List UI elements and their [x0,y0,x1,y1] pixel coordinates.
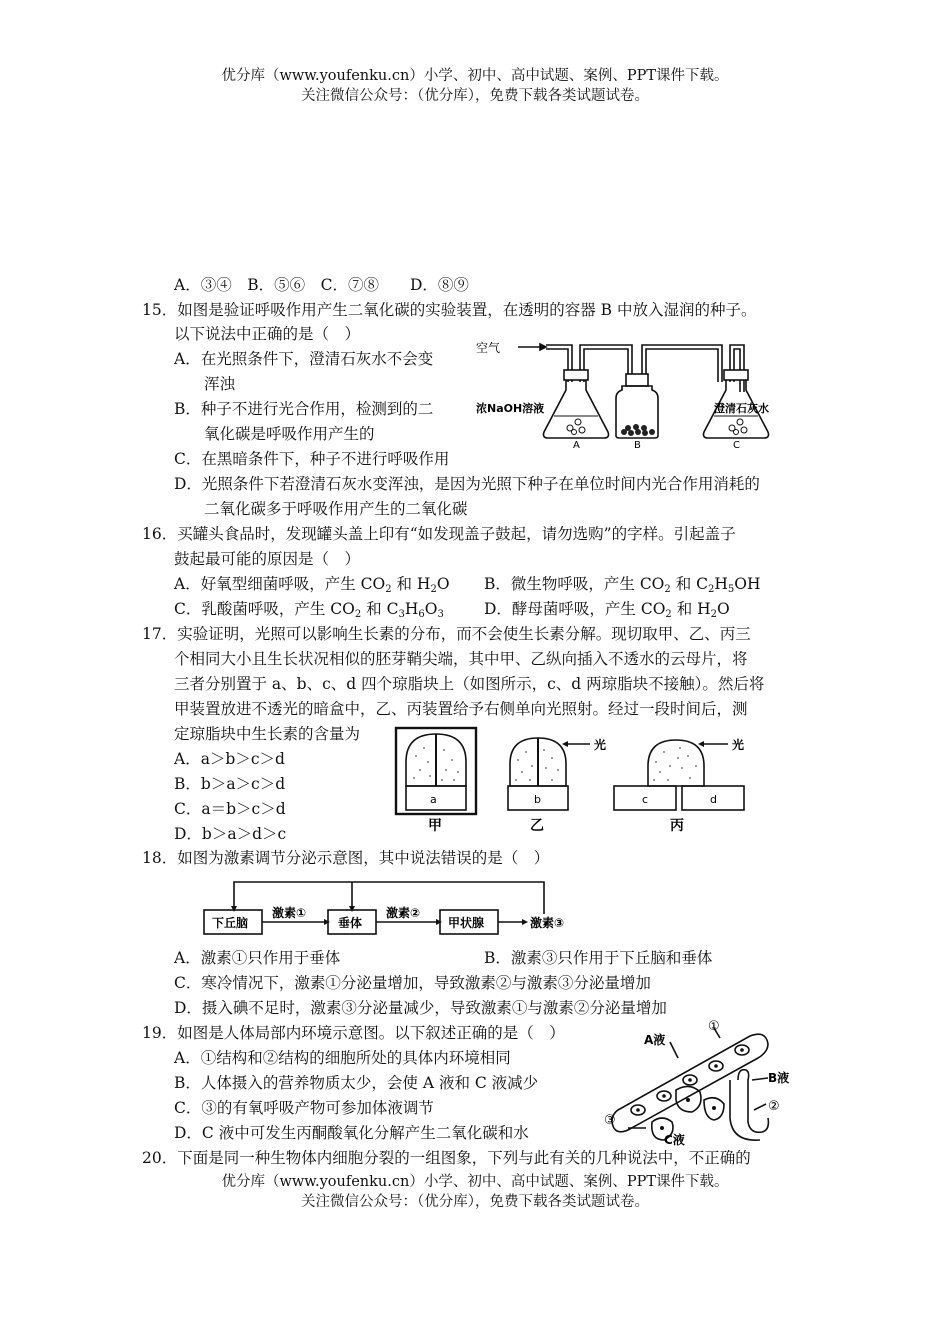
q18-option-a: A．激素①只作用于垂体 [174,949,341,967]
q17-option-c: C．a＝b＞c＞d [174,800,286,818]
q19-option-a: A．①结构和②结构的细胞所处的具体内环境相同 [174,1049,511,1067]
q17-stem-2: 个相同大小且生长状况相似的胚芽鞘尖端，其中甲、乙纵向插入不透水的云母片，将 [174,650,748,668]
label-a: A [573,440,580,450]
label-jia: 甲 [428,818,442,834]
q16-stem-2: 鼓起最可能的原因是（ ） [174,550,361,568]
pituitary-label: 垂体 [338,916,363,930]
air-label: 空气 [476,341,501,355]
hormone-2-label: 激素② [386,906,421,920]
q19-number: 19． [142,1024,178,1042]
q15-stem-text-1: 如图是验证呼吸作用产生二氧化碳的实验装置，在透明的容器 B 中放入湿润的种子。 [177,301,757,319]
q18-option-c: C．寒冷情况下，激素①分泌量增加，导致激素②与激素③分泌量增加 [174,974,651,992]
hormone-1-label: 激素① [272,906,307,920]
footer-line-1: 优分库（www.youfenku.cn）小学、初中、高中试题、案例、PPT课件下载。 [221,1174,729,1190]
q16-option-c: C．乳酸菌呼吸，产生 $CO_2$ 和 $C_3H_6O_3$ [174,600,444,620]
agar-b-label: b [534,793,541,806]
q20-number: 20． [142,1149,178,1167]
q15-option-c: C．在黑暗条件下，种子不进行呼吸作用 [174,450,450,468]
hormone-3-label: 激素③ [530,916,565,930]
q17-option-d: D．b＞a＞d＞c [174,825,287,843]
q17-stem-1 [142,622,751,646]
label-b: B [634,440,641,450]
q18-stem-text: 如图为激素调节分泌示意图，其中说法错误的是（ ） [177,849,550,867]
q15-option-a-1: A．在光照条件下，澄清石灰水不会变 [174,350,434,368]
q19-option-d: D．C 液中可发生丙酮酸氧化分解产生二氧化碳和水 [174,1124,529,1142]
c-liquid-label: C液 [664,1133,685,1146]
q17-option-a: A．a＞b＞c＞d [174,750,285,768]
q17-option-b: B．b＞a＞c＞d [174,775,286,793]
flask-a-stopper [564,370,588,380]
label-bing: 丙 [670,818,684,834]
q17-stem-5: 定琼脂块中生长素的含量为 [174,725,361,743]
q19-internal-environment-figure [600,1018,810,1146]
q15-option-b-1: B．种子不进行光合作用，检测到的二 [174,400,434,418]
light-label-yi: 光 [594,738,607,752]
q15-apparatus-figure [474,332,794,450]
q14-options: A．③④ B．⑤⑥ C．⑦⑧ D．⑧⑨ [174,276,469,294]
q15-stem-2: 以下说法中正确的是（ ） [174,325,361,343]
q15-stem-1 [142,298,756,322]
q17-stem-text-1: 实验证明，光照可以影响生长素的分布，而不会使生长素分解。现切取甲、乙、丙三 [177,625,751,643]
hypothalamus-label: 下丘脑 [212,916,249,930]
q17-stem-4: 甲装置放进不透光的暗盒中，乙、丙装置给予右侧单向光照射。经过一段时间后，测 [174,700,748,718]
q20-stem [142,1146,751,1170]
q16-number: 16． [142,525,178,543]
flask-c-stopper [724,370,748,380]
q17-number: 17． [142,625,178,643]
q19-stem-text: 如图是人体局部内环境示意图。以下叙述正确的是（ ） [177,1024,565,1042]
q19-option-b: B．人体摄入的营养物质太少，会使 A 液和 C 液减少 [174,1074,539,1092]
q18-option-d: D．摄入碘不足时，激素③分泌量减少，导致激素①与激素②分泌量增加 [174,999,667,1017]
header-line-2: 关注微信公众号：（优分库），免费下载各类试题试卷。 [301,88,649,104]
q17-stem-3: 三者分别置于 a、b、c、d 四个琼脂块上（如图所示，c、d 两琼脂块不接触）。然后将 [174,675,765,693]
structure-3-label: ③ [604,1113,616,1128]
label-yi: 乙 [530,818,544,834]
air-arrow-head [540,344,546,350]
light-label-bing: 光 [732,738,745,752]
q16-stem-1 [142,522,736,546]
q16-option-d: D．酵母菌呼吸，产生 $CO_2$ 和 $H_2O$ [484,600,730,620]
q15-option-d-2: 二氧化碳多于呼吸作用产生的二氧化碳 [204,500,468,518]
agar-a-label: a [430,793,437,806]
footer-line-2: 关注微信公众号：（优分库），免费下载各类试题试卷。 [301,1194,649,1210]
q17-coleoptile-figure [392,726,762,836]
q18-option-b: B．激素③只作用于下丘脑和垂体 [484,949,713,967]
q18-stem [142,846,549,870]
header-line-1: 优分库（www.youfenku.cn）小学、初中、高中试题、案例、PPT课件下载。 [221,68,729,84]
agar-c-label: c [642,793,649,806]
q15-option-a-2: 浑浊 [204,375,236,393]
structure-1-label: ① [708,1019,720,1034]
q16-option-a: A．好氧型细菌呼吸，产生 $CO_2$ 和 $H_2O$ [174,575,450,595]
a-liquid-label: A液 [644,1033,666,1047]
q15-option-b-2: 氧化碳是呼吸作用产生的 [204,425,375,443]
q18-hormone-flow-figure [200,876,580,938]
blood-vessel [612,1034,768,1132]
label-c: C [733,440,740,450]
b-liquid-label: B液 [768,1071,790,1085]
q15-option-d-1: D．光照条件下若澄清石灰水变浑浊，是因为光照下种子在单位时间内光合作用消耗的 [174,475,760,493]
flask-a [544,372,609,438]
q20-stem-text: 下面是同一种生物体内细胞分裂的一组图象，下列与此有关的几种说法中，不正确的 [177,1149,751,1167]
limewater-label: 澄清石灰水 [714,402,769,415]
q19-option-c: C．③的有氧呼吸产物可参加体液调节 [174,1099,434,1117]
q16-stem-text-1: 买罐头食品时，发现罐头盖上印有“如发现盖子鼓起，请勿选购”的字样。引起盖子 [177,525,736,543]
q18-number: 18． [142,849,178,867]
thyroid-label: 甲状腺 [448,916,485,930]
q16-option-b: B．微生物呼吸，产生 $CO_2$ 和 $C_2H_5OH$ [484,575,761,595]
naoh-label: 浓NaOH溶液 [476,402,545,415]
agar-d-label: d [710,793,717,806]
coleoptile-bing [648,740,704,786]
q15-number: 15． [142,301,178,319]
structure-2-label: ② [768,1099,780,1114]
bottle-b-stopper [626,374,648,386]
q19-stem [142,1021,565,1045]
